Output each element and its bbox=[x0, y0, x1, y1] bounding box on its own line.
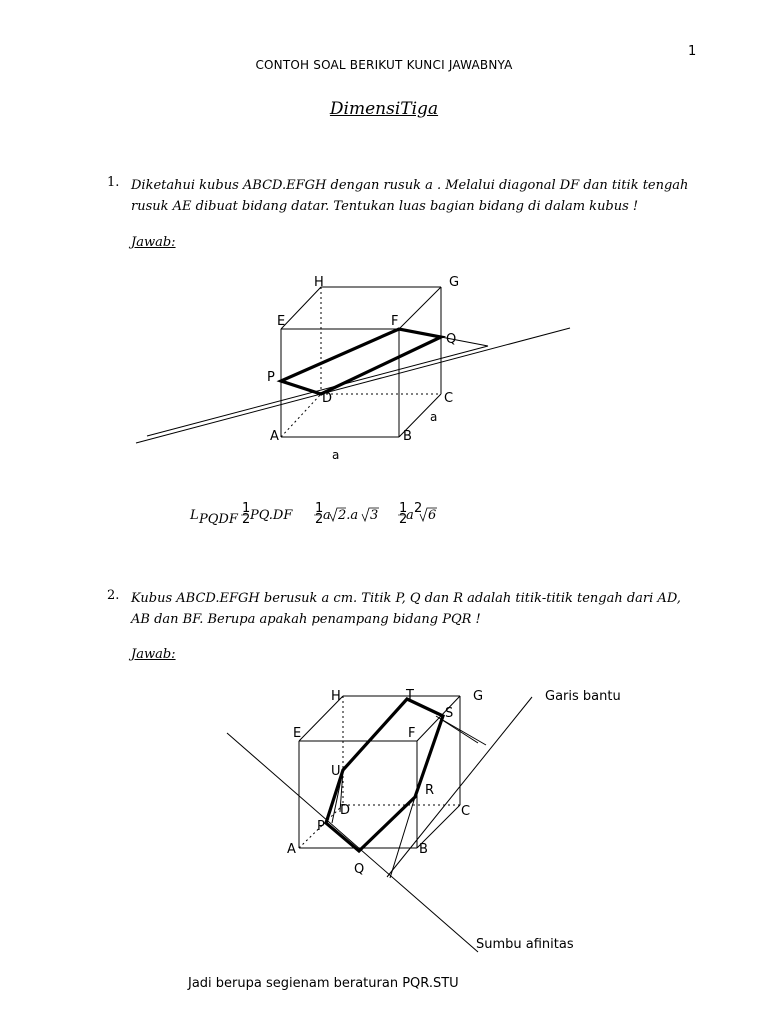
label-A: A bbox=[270, 429, 279, 444]
q2-number: 2. bbox=[107, 588, 120, 603]
page-number: 1 bbox=[688, 44, 697, 59]
label-Q: Q bbox=[446, 332, 457, 347]
label2-F: F bbox=[408, 726, 416, 741]
label-F: F bbox=[391, 314, 399, 329]
label2-C: C bbox=[461, 804, 471, 819]
label2-D: D bbox=[340, 803, 351, 818]
q2-text-line1: Kubus ABCD.EFGH berusuk a cm. Titik P, Q dan R adalah titik-titik tengah dari AD, bbox=[131, 591, 681, 606]
frac1-num: 1 bbox=[242, 501, 251, 516]
edge-FG-2 bbox=[417, 696, 460, 741]
formula-part5: a bbox=[406, 508, 414, 523]
section-hexagon bbox=[326, 699, 443, 851]
label2-A: A bbox=[287, 842, 296, 857]
label2-H: H bbox=[331, 689, 341, 704]
label2-Q: Q bbox=[354, 862, 365, 877]
document-header: CONTOH SOAL BERIKUT KUNCI JAWABNYA bbox=[255, 58, 513, 72]
formula-L: L bbox=[190, 508, 199, 523]
label-H: H bbox=[314, 275, 324, 290]
q1-number: 1. bbox=[107, 175, 120, 190]
frac2-den: 2 bbox=[315, 512, 324, 527]
frac2-num: 1 bbox=[315, 501, 324, 516]
formula-part4: 3 bbox=[370, 508, 379, 523]
q1-text-line1: Diketahui kubus ABCD.EFGH dengan rusuk a . Melalui diagonal DF dan titik tengah bbox=[131, 178, 689, 193]
label-G: G bbox=[449, 275, 460, 290]
label2-S: S bbox=[445, 706, 454, 721]
formula-part6: 6 bbox=[428, 508, 437, 523]
label-sumbu-afinitas: Sumbu afinitas bbox=[476, 937, 574, 952]
q2-conclusion: Jadi berupa segienam beraturan PQR.STU bbox=[188, 976, 459, 991]
label-garis-bantu: Garis bantu bbox=[545, 689, 621, 704]
label-C: C bbox=[444, 391, 454, 406]
q2-text-line2: AB dan BF. Berupa apakah penampang bidang PQR ! bbox=[131, 612, 481, 627]
label2-G: G bbox=[473, 689, 484, 704]
frac3-num: 1 bbox=[399, 501, 408, 516]
label2-U: U bbox=[331, 764, 341, 779]
label2-P: P bbox=[317, 819, 325, 834]
q1-answer-label: Jawab: bbox=[131, 235, 176, 250]
label-D: D bbox=[322, 391, 333, 406]
frac1-den: 2 bbox=[242, 512, 251, 527]
label2-R: R bbox=[425, 783, 435, 798]
formula-part5-sup: 2 bbox=[414, 501, 423, 516]
label-E: E bbox=[277, 314, 286, 329]
label-P: P bbox=[267, 370, 275, 385]
formula-part2: a bbox=[323, 508, 331, 523]
sumbu-afinitas-line bbox=[227, 733, 478, 952]
q2-answer-label: Jawab: bbox=[131, 647, 176, 662]
formula-L-sub: PQDF bbox=[199, 512, 238, 527]
label2-E: E bbox=[293, 726, 302, 741]
aux-line-S2 bbox=[441, 719, 486, 745]
label-side-a-right: a bbox=[430, 410, 438, 424]
page-title: DimensiTiga bbox=[329, 99, 439, 119]
label2-T: T bbox=[406, 688, 414, 703]
label-side-a-bottom: a bbox=[332, 448, 340, 462]
label2-B: B bbox=[419, 842, 428, 857]
q1-text-line2: rusuk AE dibuat bidang datar. Tentukan luas bagian bidang di dalam kubus ! bbox=[131, 199, 639, 214]
formula-part1: PQ.DF bbox=[250, 508, 293, 523]
label-B: B bbox=[403, 429, 412, 444]
formula-part3: 2.a bbox=[338, 508, 359, 523]
frac3-den: 2 bbox=[399, 512, 408, 527]
